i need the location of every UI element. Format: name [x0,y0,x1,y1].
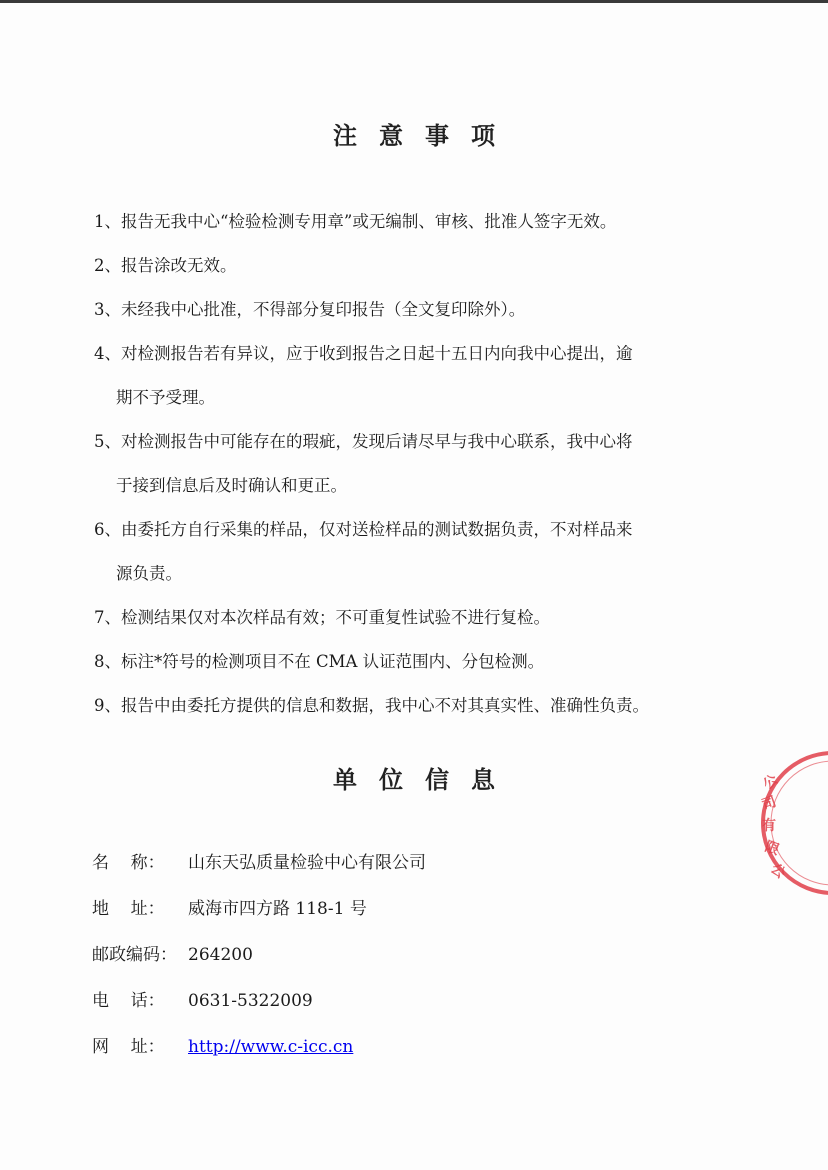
unit-name-row [92,840,692,886]
unit-info [92,840,692,1070]
unit-name-label: 名 称： [92,853,165,873]
notice-item-5: 5、对检测报告中可能存在的瑕疵，发现后请尽早与我中心联系，我中心将 于接到信息后及时确认和更正。 [94,420,734,508]
unit-address-label: 地 址： [92,899,165,919]
unit-phone-value: 0631-5322009 [188,991,313,1011]
unit-address-value: 威海市四方路 118-1 号 [188,899,367,919]
scan-edge-line [0,0,828,3]
svg-text:司: 司 [759,793,779,814]
svg-text:限: 限 [762,838,782,859]
unit-website-link[interactable]: http://www.c-icc.cn [188,1037,354,1057]
notice-item-6: 6、由委托方自行采集的样品，仅对送检样品的测试数据负责，不对样品来 源负责。 [94,508,734,596]
notice-item-4: 4、对检测报告若有异议，应于收到报告之日起十五日内向我中心提出，逾 期不予受理。 [94,332,734,420]
unit-website-row [92,1024,692,1070]
notice-title: 注意事项 [333,121,517,150]
unit-phone-row [92,978,692,1024]
notice-item-1: 1、报告无我中心“检验检测专用章”或无编制、审核、批准人签字无效。 [94,212,617,231]
notice-item-2: 2、报告涂改无效。 [94,256,237,275]
company-seal-stamp [748,748,828,898]
unit-phone-label: 电 话： [92,991,165,1011]
unit-info-title: 单位信息 [333,765,517,794]
notice-item-8: 8、标注*符号的检测项目不在 CMA 认证范围内、分包检测。 [94,652,545,671]
svg-text:公: 公 [767,860,789,883]
notice-item-4-continuation: 期不予受理。 [116,388,215,407]
notice-item-5-continuation: 于接到信息后及时确认和更正。 [116,476,347,495]
notice-list [94,200,734,728]
notice-item-7: 7、检测结果仅对本次样品有效；不可重复性试验不进行复检。 [94,608,550,627]
svg-text:公: 公 [760,771,782,794]
svg-text:有: 有 [762,818,776,834]
notice-item-6-continuation: 源负责。 [116,564,182,583]
unit-address-row [92,886,692,932]
unit-postcode-value: 264200 [188,945,253,965]
unit-postcode-row [92,932,692,978]
unit-website-label: 网 址： [92,1037,165,1057]
notice-item-9: 9、报告中由委托方提供的信息和数据，我中心不对其真实性、准确性负责。 [94,696,649,715]
unit-name-value: 山东天弘质量检验中心有限公司 [188,853,426,873]
unit-postcode-label: 邮政编码： [92,945,177,965]
notice-item-3: 3、未经我中心批准，不得部分复印报告（全文复印除外）。 [94,300,526,319]
